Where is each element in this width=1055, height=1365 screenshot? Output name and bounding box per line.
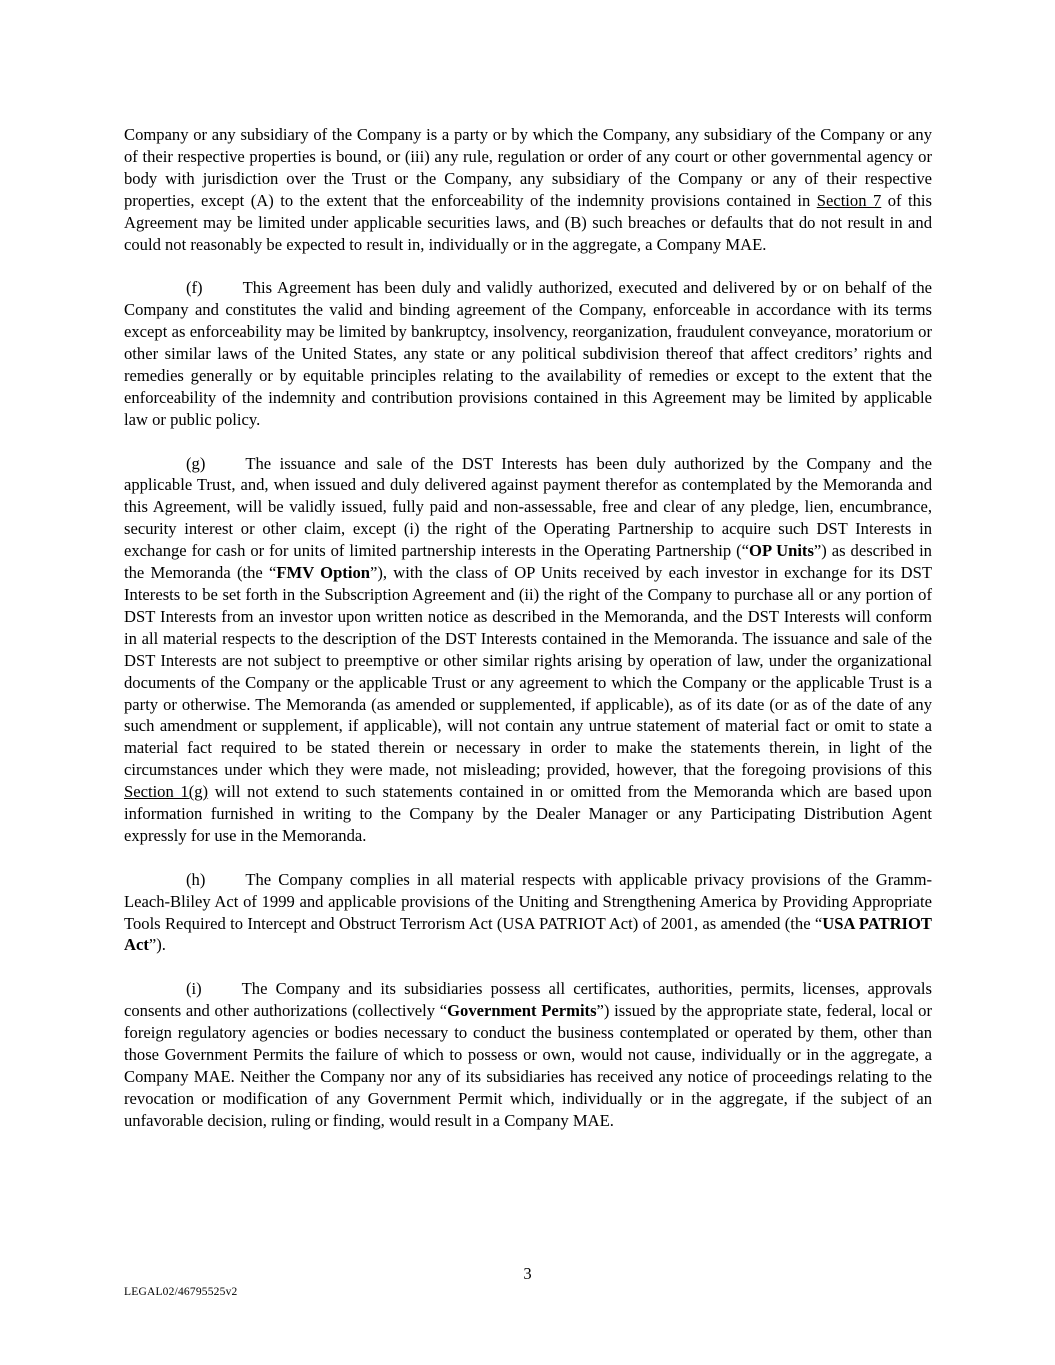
document-id: LEGAL02/46795525v2 [124, 1286, 238, 1298]
paragraph-h [124, 869, 932, 957]
text: This Agreement has been duly and validly authorized, executed and delivered by or on behalf of the Company and constitutes the valid and binding agreement of the Company, enforceable in accordance with its terms except as enforceability may be limited by bankruptcy, insolvency, reorganization, fraudulent conveyance, moratorium or other similar laws of the United States, any state or any political subdivision thereof that affect creditors’ rights and remedies generally or by equitable principles relating to the availability of remedies or except to the extent that the enforceability of the indemnity and contribution provisions contained in this Agreement may be limited by applicable law or public policy. [124, 278, 932, 429]
paragraph-f [124, 277, 932, 430]
text: ”). [148, 935, 166, 955]
paragraph-i [124, 978, 932, 1131]
paragraph-label: (f) [186, 278, 203, 298]
document-body [124, 124, 932, 1154]
defined-term-usa-patriot-act: USA PATRIOT Act [124, 913, 932, 955]
text: The issuance and sale of the DST Interests has been duly authorized by the Company and the applicable Trust, and, when issued and duly delivered against payment therefor as contemplated by the Memoranda and this Agreement, will be validly issued, fully paid and non-assessable, free and clear of any pledge, lien, encumbrance, security interest or other claim, except (i) the right of the Operating Partnership to acquire such DST Interests in exchange for cash or for units of limited partnership interests in the Operating Partnership (“ [124, 453, 932, 561]
text: The Company complies in all material respects with applicable privacy provisions of the Gramm-Leach-Bliley Act of 1999 and applicable provisions of the Uniting and Strengthening America by Providing Appropriate Tools Required to Intercept and Obstruct Terrorism Act (USA PATRIOT Act) of 2001, as amended (the “ [124, 869, 932, 933]
paragraph-label: (h) [186, 869, 206, 889]
paragraph-e-continued [124, 124, 932, 255]
page-number: 3 [523, 1264, 532, 1283]
section-7-reference: Section 7 [816, 190, 882, 210]
defined-term-government-permits: Government Permits [447, 1001, 597, 1021]
paragraph-label: (g) [186, 453, 206, 473]
defined-term-fmv-option: FMV Option [276, 563, 370, 583]
text: ”) issued by the appropriate state, federal, local or foreign regulatory agencies or bodies necessary to conduct the business contemplated or operated by them, other than those Government Permits the failure of which to possess or own, would not cause, individually or in the aggregate, a Company MAE. Neither the Company nor any of its subsidiaries has received any notice of proceedings relating to the revocation or modification of any Government Permit which, individually or in the aggregate, if the subject of an unfavorable decision, ruling or finding, would result in a Company MAE. [124, 1001, 932, 1130]
defined-term-op-units: OP Units [749, 541, 814, 561]
text: of this Agreement may be limited under applicable securities laws, and (B) such breaches or defaults that do not result in and could not reasonably be expected to result in, individually or in the aggregate, a Company MAE. [124, 190, 933, 254]
paragraph-g [124, 453, 932, 847]
section-1g-reference: Section 1(g) [124, 782, 209, 802]
text: ”) as described in the Memoranda (the “ [124, 541, 932, 583]
text: The Company and its subsidiaries possess all certificates, authorities, permits, licenses, approvals consents and other authorizations (collectively “ [124, 979, 932, 1021]
paragraph-label: (i) [186, 979, 202, 999]
text: Company or any subsidiary of the Company is a party or by which the Company, any subsidiary of the Company or any of their respective properties is bound, or (iii) any rule, regulation or order of any court or other governmental agency or body with jurisdiction over the Trust or the Company, any subsidiary of the Company or any of their respective properties, except (A) to the extent that the enforceability of the indemnity provisions contained in [124, 125, 932, 210]
text: will not extend to such statements contained in or omitted from the Memoranda which are based upon information furnished in writing to the Company by the Dealer Manager or any Participating Distribution Agent expressly for use in the Memoranda. [124, 782, 932, 845]
text: ”), with the class of OP Units received by each investor in exchange for its DST Interests to be set forth in the Subscription Agreement and (ii) the right of the Company to purchase all or any portion of DST Interests from an investor upon written notice as described in the Memoranda, and the DST Interests will conform in all material respects to the description of the DST Interests contained in the Memoranda. The issuance and sale of the DST Interests are not subject to preemptive or other similar rights arising by operation of law, under the organizational documents of the Company or the applicable Trust or any agreement to which the Company or the applicable Trust is a party or otherwise. The Memoranda (as amended or supplemented, if applicable), as of its date (or as of the date of any such amendment or supplement, if applicable), will not contain any untrue statement of material fact or omit to state a material fact required to be stated therein or necessary in order to make the statements therein, in light of the circumstances under which they were made, not misleading; provided, however, that the foregoing provisions of this [124, 563, 932, 780]
